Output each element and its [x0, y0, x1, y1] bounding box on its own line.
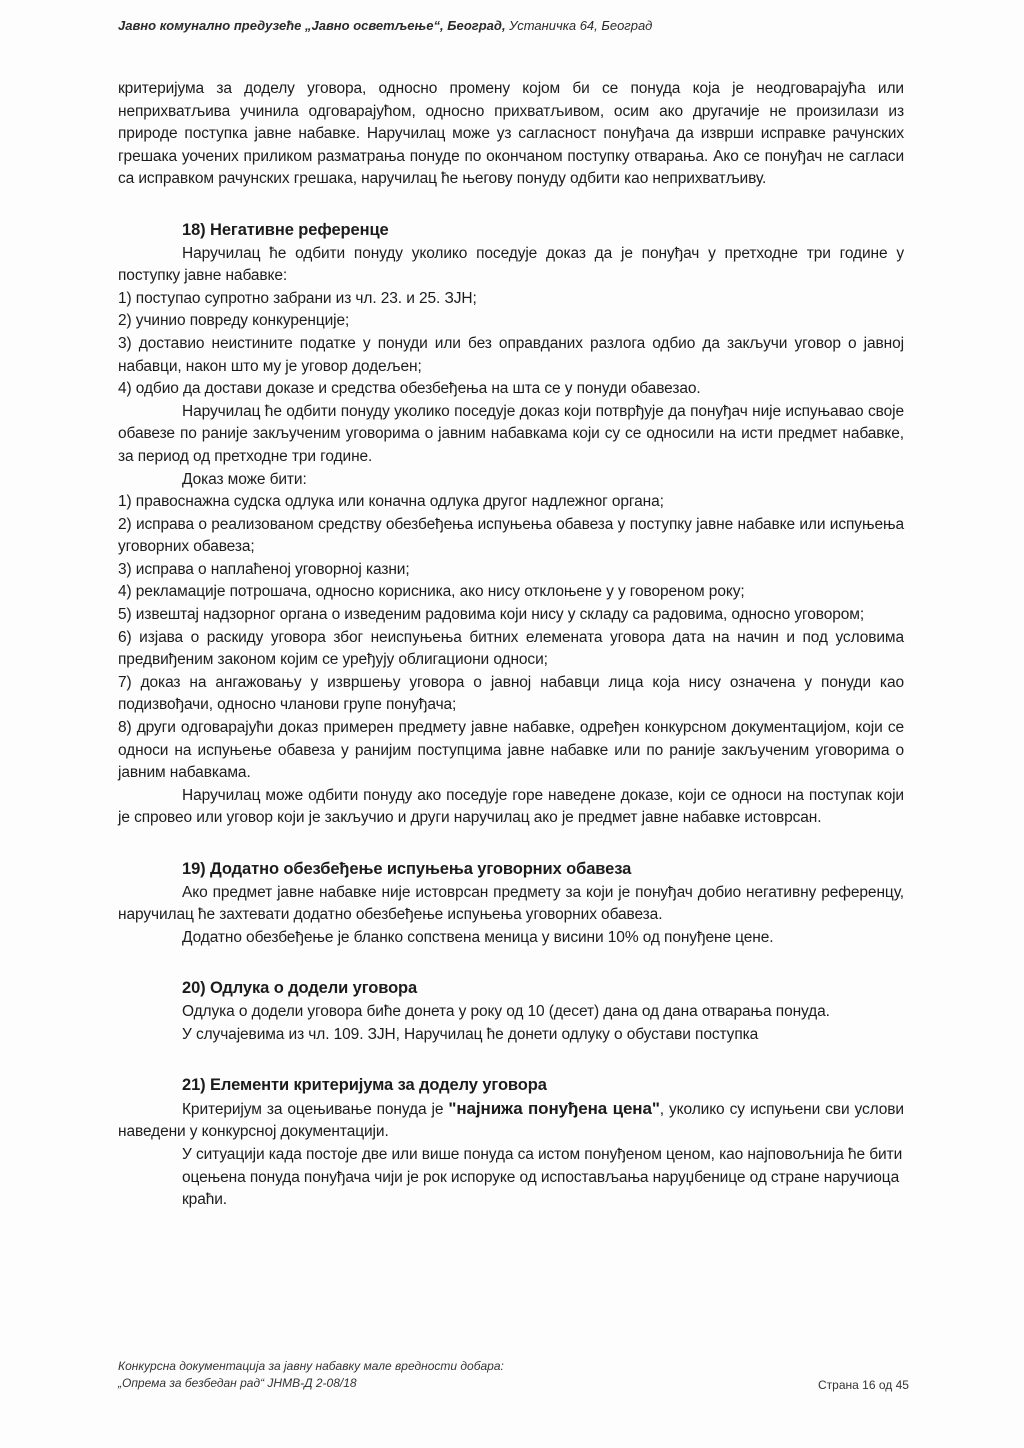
page-number: Страна 16 од 45: [818, 1378, 909, 1392]
document-body: [118, 78, 904, 1212]
section-20-title: 20) Одлука о додели уговора: [182, 979, 418, 998]
evidence-item: 1) правоснажна судска одлука или коначна одлука другог надлежног органа;: [118, 493, 664, 511]
section-18-item: 2) учинио повреду конкуренције;: [118, 312, 350, 330]
footer-document-title: [118, 1358, 618, 1392]
section-19-title: 19) Додатно обезбеђење испуњења уговорних обавеза: [182, 860, 632, 878]
header-organization: Јавно комунално предузеће „Јавно осветљење“, Београд,: [118, 18, 506, 33]
evidence-item: 4) рекламације потрошача, односно корисника, ако нису отклоњене у у говореном року;: [118, 583, 745, 601]
section-18-lead: Наручилац ће одбити понуду уколико поседује доказ да је понуђач у претходне три године у поступку јавне набавке:: [118, 244, 904, 285]
page-header: [118, 18, 918, 33]
section-20-paragraph-2: У случајевима из чл. 109. ЗЈН, Наручилац ће донети одлуку о обустави поступка: [182, 1025, 759, 1043]
evidence-item: 3) исправа о наплаћеној уговорној казни;: [118, 560, 410, 578]
section-20-paragraph-1: Одлука о додели уговора биће донета у року од 10 (десет) дана од дана отварања понуда.: [182, 1002, 830, 1020]
header-address: Устаничка 64, Београд: [505, 18, 653, 33]
section-18-item: 1) поступао супротно забрани из чл. 23. и 25. ЗЈН;: [118, 289, 477, 307]
evidence-item: 6) изјава о раскиду уговора због неиспуњења битних елемената уговора дата на начин и под условима предвиђеним законом којим се уређују облигациони односи;: [118, 628, 904, 669]
section-18-item: 4) одбио да достави доказе и средства обезбеђења на шта се у понуди обавезао.: [118, 380, 701, 398]
intro-paragraph: критеријума за доделу уговора, односно промену којом би се понуда која је неодговарајућа или неприхватљива учинила одговарајућом, односно прихватљивом, осим ако другачије не произилази из природе поступка јавне набавке. Наручилац може уз сагласност понуђача да изврши исправке рачунских грешака уочених приликом разматрања понуде по окончаном поступку отварања. Ако се понуђач не сагласи са исправком рачунских грешака, наручилац ће његову понуду одбити као неприхватљиву.: [118, 80, 904, 188]
section-18-paragraph-2: Наручилац ће одбити понуду уколико поседује доказ који потврђује да понуђач није испуњавао своје обавезе по раније закљученим уговорима о јавним набавкама који су се односили на исти предмет набавке, за период од претходне три године.: [118, 402, 904, 465]
section-19-paragraph-2: Додатно обезбеђење је бланко сопствена меница у висини 10% од понуђене цене.: [182, 928, 774, 946]
evidence-item: 5) извештај надзорног органа о изведеним радовима који нису у складу са радовима, односно уговором;: [118, 606, 865, 624]
section-19-paragraph-1: Ако предмет јавне набавке није истоврсан предмету за који је понуђач добио негативну референцу, наручилац ће захтевати додатно обезбеђење испуњења уговорних обавеза.: [118, 883, 904, 924]
evidence-item: 2) исправа о реализованом средству обезбеђења испуњења обавеза у поступку јавне набавке или испуњења уговорних обавеза;: [118, 515, 904, 556]
section-18-paragraph-3: Наручилац може одбити понуду ако поседује горе наведене доказе, који се односи на поступак који је спровео или уговор који је закључио и други наручилац ако је предмет јавне набавке истоврсан.: [118, 786, 904, 827]
footer-line-1: Конкурсна документација за јавну набавку мале вредности добара:: [118, 1359, 504, 1373]
section-21-paragraph-1: [118, 1098, 904, 1144]
section-18-title: 18) Негативне референце: [182, 220, 389, 239]
criterion-text-end: , уколико су испуњени сви услови наведени у конкурсној документацији.: [118, 1100, 904, 1141]
evidence-item: 7) доказ на ангажовању у извршењу уговора о јавној набавци лица која нису означена у понуди као подизвођачи, односно чланови групе понуђача;: [118, 673, 904, 714]
section-21-title: 21) Елементи критеријума за доделу уговора: [182, 1076, 547, 1095]
section-18-item: 3) доставио неистините податке у понуди или без оправданих разлога одбио да закључи уговор о јавној набавци, након што му је уговор додељен;: [118, 334, 904, 375]
criterion-highlight: "најнижа понуђена цена": [448, 1098, 660, 1118]
evidence-lead: Доказ може бити:: [182, 470, 307, 488]
section-21-paragraph-2: У ситуацији када постоје две или више понуда са истом понуђеном ценом, као најповољнија ће бити оцењена понуда понуђача чији је рок испоруке од испостављања наруџбенице од стране наручиоца краћи.: [182, 1145, 903, 1209]
criterion-text-start: Критеријум за оцењивање понуда је: [182, 1100, 449, 1118]
evidence-item: 8) други одговарајући доказ примерен предмету јавне набавке, одређен конкурсном документацијом, који се односи на испуњење обавеза у ранијим поступцима јавне набавке или по раније закљученим уговорима о јавним набавкама.: [118, 719, 904, 782]
footer-line-2: „Опрема за безбедан рад“ ЈНМВ-Д 2-08/18: [118, 1376, 357, 1390]
